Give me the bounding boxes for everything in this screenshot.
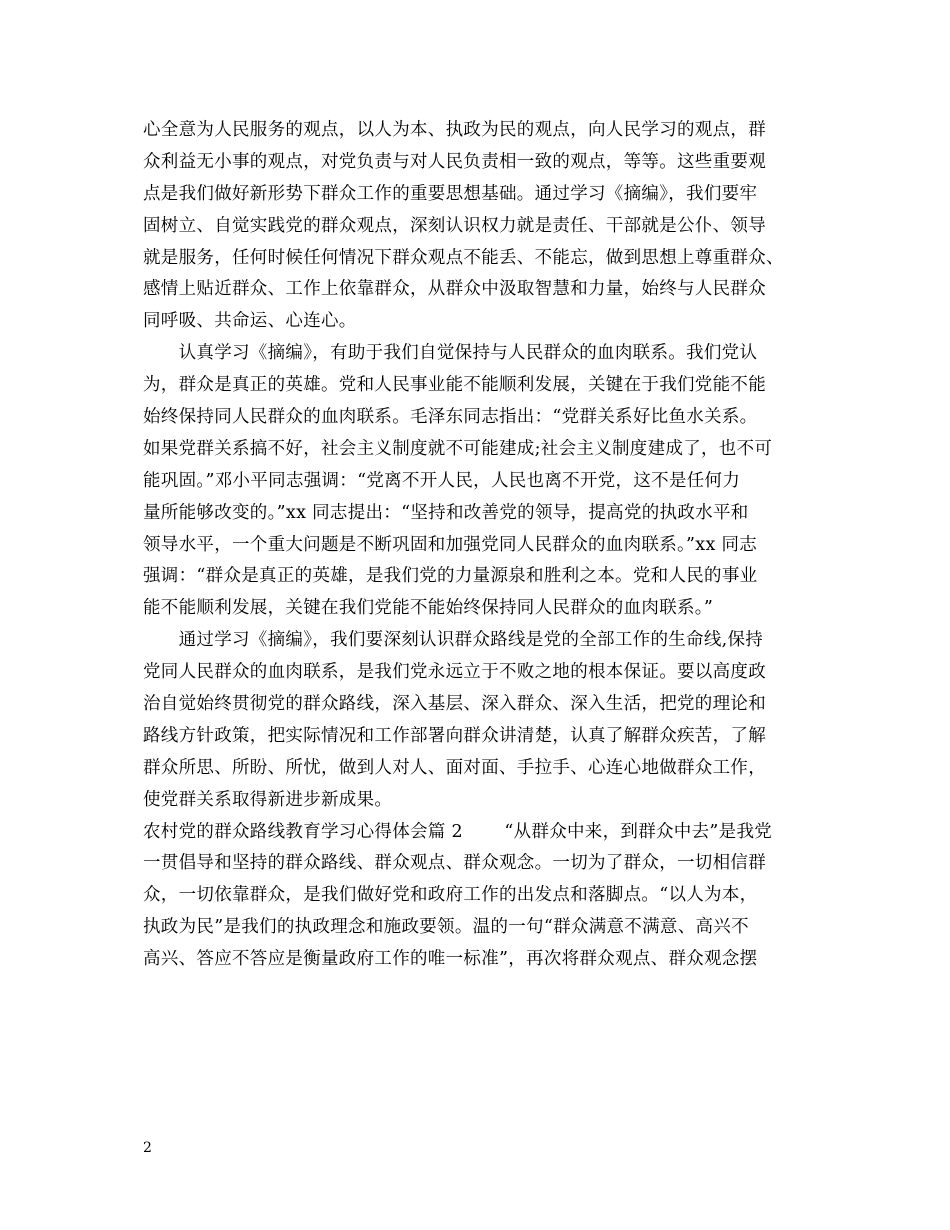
text-line: 众，一切依靠群众，是我们做好党和政府工作的出发点和落脚点。“以人为本， [143,885,758,906]
text-line: 心全意为人民服务的观点，以人为本、执政为民的观点，向人民学习的观点，群 [143,120,766,140]
text-line: 使党群关系取得新进步新成果。 [143,789,393,810]
text-line: 群众所思、所盼、所忧，做到人对人、面对面、手拉手、心连心地做群众工作， [143,757,766,778]
text-line: 量所能够改变的。”xx 同志提出：“坚持和改善党的领导，提高党的执政水平和 [143,502,749,523]
text-line: 一贯倡导和坚持的群众路线、群众观点、群众观念。一切为了群众，一切相信群 [143,853,766,874]
text-line: 强调：“群众是真正的英雄，是我们党的力量源泉和胜利之本。党和人民的事业 [143,566,758,587]
text-line: 点是我们做好新形势下群众工作的重要思想基础。通过学习《摘编》，我们要牢 [143,183,758,204]
text-line: 党同人民群众的血肉联系，是我们党永远立于不败之地的根本保证。要以高度政 [143,662,766,683]
text-line: 领导水平，一个重大问题是不断巩固和加强党同人民群众的血肉联系。”xx 同志 [143,534,758,555]
text-line: 执政为民”是我们的执政理念和施政要领。温的一句“群众满意不满意、高兴不 [143,917,749,938]
text-line: 同呼吸、共命运、心连心。 [143,311,357,332]
text-line: 始终保持同人民群众的血肉联系。毛泽东同志指出：“党群关系好比鱼水关系。 [143,407,758,428]
text-line: 为，群众是真正的英雄。党和人民事业能不能顺利发展，关键在于我们党能不能 [143,375,766,396]
text-line: 认真学习《摘编》，有助于我们自觉保持与人民群众的血肉联系。我们党认 [143,343,758,364]
text-line: 就是服务，任何时候任何情况下群众观点不能丢、不能忘，做到思想上尊重群众、 [143,247,784,268]
section-title-line: 农村党的群众路线教育学习心得体会篇 2 “从群众中来，到群众中去”是我党 [143,821,773,842]
text-line: 固树立、自觉实践党的群众观点，深刻认识权力就是责任、干部就是公仆、领导 [143,215,766,236]
text-line: 如果党群关系搞不好，社会主义制度就不可能建成;社会主义制度建成了，也不可 [143,438,773,459]
text-line: 治自觉始终贯彻党的群众路线，深入基层、深入群众、深入生活，把党的理论和 [143,694,766,715]
text-line: 高兴、答应不答应是衡量政府工作的唯一标准”，再次将群众观点、群众观念摆 [143,949,758,970]
text-line: 能巩固。”邓小平同志强调：“党离不开人民，人民也离不开党，这不是任何力 [143,470,741,491]
text-line: 感情上贴近群众、工作上依靠群众，从群众中汲取智慧和力量，始终与人民群众 [143,279,766,300]
page-number: 2 [143,1140,152,1156]
text-line: 路线方针政策，把实际情况和工作部署向群众讲清楚，认真了解群众疾苦，了解 [143,725,766,746]
body-text [143,115,811,976]
text-line: 能不能顺利发展，关键在我们党能不能始终保持同人民群众的血肉联系。” [143,598,714,619]
text-line: 众利益无小事的观点，对党负责与对人民负责相一致的观点，等等。这些重要观 [143,151,766,172]
text-line: 通过学习《摘编》，我们要深刻认识群众路线是党的全部工作的生命线,保持 [143,630,764,651]
